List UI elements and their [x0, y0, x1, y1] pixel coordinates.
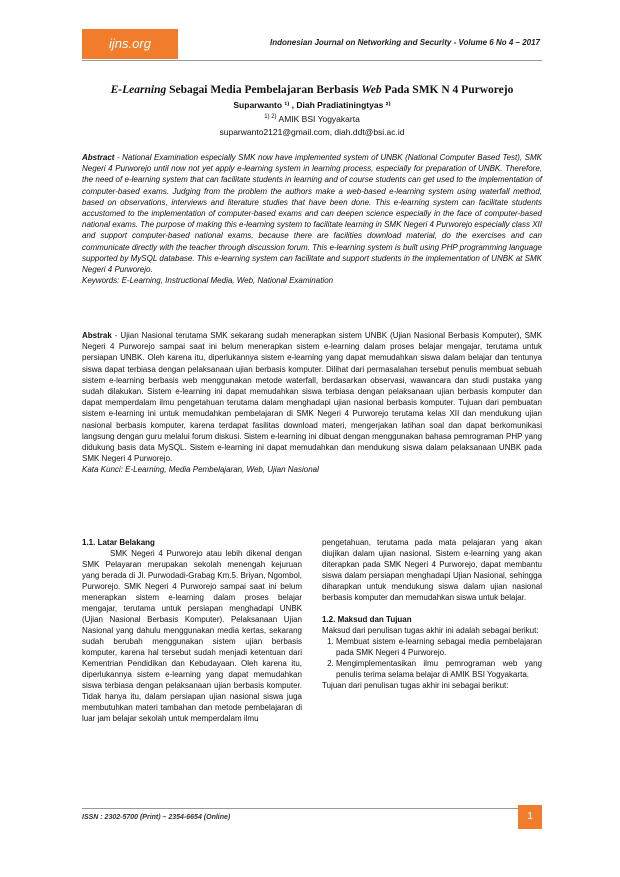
list-item: 2. Mengimplementasikan ilmu pemrograman web yang penulis terima selama belajar di AMIK BSI Yogyakarta. — [336, 658, 542, 680]
journal-header: Indonesian Journal on Networking and Security - Volume 6 No 4 – 2017 — [270, 38, 540, 47]
objectives-list — [322, 636, 542, 680]
paper-authors: Suparwanto ¹⁾ , Diah Pradiatiningtyas ²⁾ — [233, 100, 391, 110]
body-column-right — [322, 537, 542, 691]
body-column-left — [82, 537, 302, 724]
paper-affiliation: $^{1) 2)}$ AMIK BSI Yogyakarta — [264, 114, 360, 124]
footer-divider — [82, 808, 542, 809]
section-heading-1-2: 1.2. Maksud dan Tujuan — [322, 615, 412, 624]
header-divider — [82, 60, 542, 61]
paper-emails: suparwanto2121@gmail.com, diah.ddt@bsi.ac.id — [219, 127, 405, 137]
section-intro-1-2: Maksud dari penulisan tugas akhir ini adalah sebagai berikut: — [322, 626, 539, 635]
section-text-1-1-cont: pengetahuan, terutama pada mata pelajaran yang akan diujikan dalam ujian nasional. Sistem e-learning yang akan diterapkan pada SMK Negeri 4 Purworejo, dapat membantu siswa dalam persiapan menghadapi Ujian Nasional, sehingga diharapkan untuk mendukung siswa dalam ujian nasional berbasis komputer dan memudahkan siswa untuk belajar. — [322, 538, 542, 602]
issn-footer: ISSN : 2302-5700 (Print) – 2354-6654 (Online) — [82, 814, 231, 821]
section-text-1-1: SMK Negeri 4 Purworejo atau lebih dikenal dengan SMK Pelayaran merupakan sekolah menengah kejuruan yang berada di Jl. Purwodadi-Grabag Km.5. Briyan, Ngombol, Purworejo. SMK Negeri 4 Purworejo sampai saat ini belum menerapkan sistem e-learning dalam proses belajar mengajar, terutama untuk persiapan menghadapi UNBK (Ujian Nasional Berbasis Komputer). Pelaksanaan Ujian Nasional yang dahulu menggunakan media kertas, sekarang sudah berubah menggunakan sistem ujian berbasis komputer, karena hal tersebut sudah menjadi ketentuan dari Kementrian Pendidikan dan Kebudayaan. Oleh karena itu, diperlukannya sistem e-learning yang dapat memudahkan siswa terbiasa dengan pelaksanaan ujian berbasis komputer. Tidak hanya itu, dalam persiapan ujian nasional siswa juga membutuhkan materi tambahan dan metode pembelajaran di luar jam belajar sekolah untuk memperdalam ilmu — [82, 549, 302, 723]
abstract-english: Abstract - National Examination especially SMK now have implemented system of UNBK (National Computer Based Test), SMK Negeri 4 Purworejo until now not yet apply e-learning system in learning process, especially for preparation of UNBK. Therefore, the need of e-learning system that can facilitate students in learning and of course students can get used to the implementation of computer-based exams. Judging from the problem the authors make a web-based e-learning system using waterfall method, based on observations, interviews and literature studies that have been done. This e-learning system can facilitate students accustomed to the implementation of computer-based exams and can deepen science especially in the face of computer-based national exams. The purpose of making this e-learning system to facilitate learning in SMK Negeri 4 Purworejo especially class XII and support computer-based national exams, because there are facilities download material, do the exercises and can communicate directly with the teacher through discussion forum. This e-learning system is built using PHP programming language supported by MySQL database. This e-learning system can facilitate and support students in the implementation of UNBK at SMK Negeri 4 Purworejo. Keywords: E-Learning, Instructional Media, Web, National Examination — [82, 153, 542, 286]
list-item: 1. Membuat sistem e-learning sebagai media pembelajaran pada SMK Negeri 4 Purworejo. — [336, 636, 542, 658]
paper-title: E-Learning Sebagai Media Pembelajaran Berbasis Web Pada SMK N 4 Purworejo — [110, 84, 514, 96]
page-number: 1 — [518, 805, 542, 829]
journal-logo: ijns.org — [82, 29, 178, 59]
keywords-indonesian: Kata Kunci: E-Learning, Media Pembelajaran, Web, Ujian Nasional — [82, 465, 319, 475]
section-outro-1-2: Tujuan dari penulisan tugas akhir ini sebagai berikut: — [322, 681, 509, 690]
abstract-indonesian: Abstrak - Ujian Nasional terutama SMK sekarang sudah menerapkan sistem UNBK (Ujian Nasional Berbasis Komputer), SMK Negeri 4 Purworejo sampai saat ini belum menerapkan sistem e-learning dalam proses belajar mengajar, terutama untuk persiapan UNBK. Oleh karena itu, diperlukannya sistem e-learning yang dapat memudahkan siswa dalam belajar dan tentunya siswa dapat terbiasa dengan pelaksanaan ujian berbasis komputer. Dilihat dari permasalahan tersebut penulis membuat sebuah sistem e-learning berbasis web menggunakan metode waterfall, berdasarkan observasi, wawancara dan studi pustaka yang sudah dilakukan. Sistem e-learning ini dapat memudahkan siswa terbiasa dengan pelaksanaan ujian berbasis komputer dan dapat memperdalam ilmu pengetahuan terutama dalam menghadapi ujian nasional berbasis komputer. Tujuan dari pembuatan sistem e-learning ini untuk memudahkan pembelajaran di SMK Negeri 4 Purworejo terutama kelas XII dan mendukung ujian nasional berbasis komputer, karena terdapat fasilitas download materi, mengerjakan latihan soal dan dapat berkomunikasi langsung dengan guru melalui forum diskusi. Sistem e-learning ini dibuat dengan menggunakan bahasa pemrograman PHP yang didukung basis data MySQL. Sistem e-learning ini dapat memudahkan dan mendukung siswa dalam pelaksanaan UNBK pada SMK Negeri 4 Purworejo. Kata Kunci: E-Learning, Media Pembelajaran, Web, Ujian Nasional — [82, 331, 542, 475]
section-heading-1-1: 1.1. Latar Belakang — [82, 538, 155, 547]
keywords-english: Keywords: E-Learning, Instructional Media, Web, National Examination — [82, 276, 334, 286]
